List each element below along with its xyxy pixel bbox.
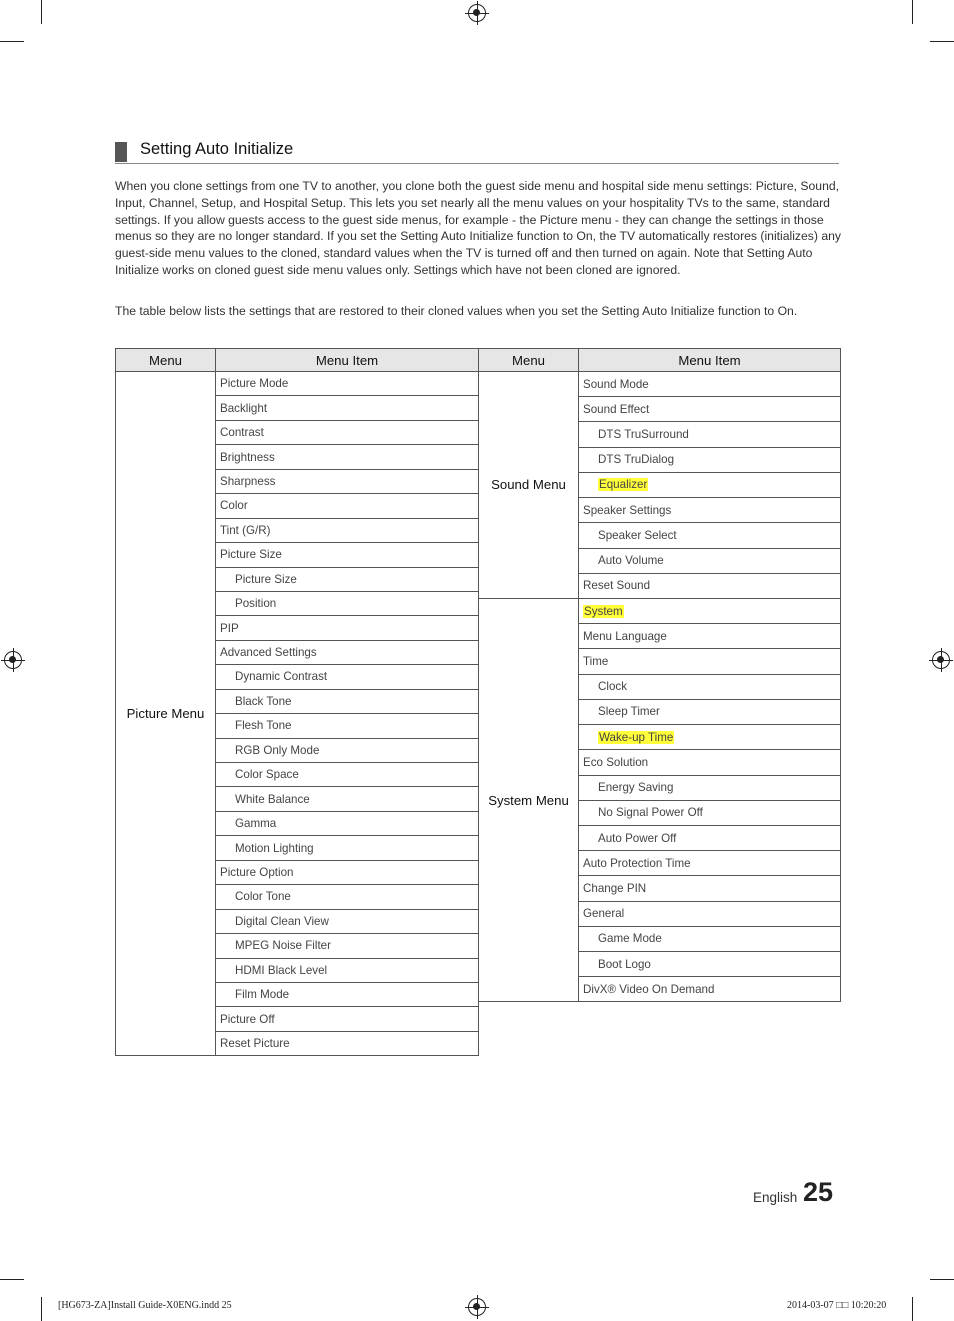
menu-item-label: Sound Mode: [583, 377, 649, 391]
menu-item-label: Speaker Settings: [583, 503, 672, 517]
crop-mark: [912, 0, 913, 24]
table-row: [479, 372, 841, 397]
menu-item-label: Menu Language: [583, 629, 667, 643]
highlighted-menu-item-label: System: [584, 604, 623, 618]
menu-column-header: Menu: [116, 349, 216, 372]
intro-paragraph: When you clone settings from one TV to another, you clone both the guest side menu and hospital side menu settings: Picture, Sound, Input, Channel, Setup, and Hospital Setup. This lets you set nearly all the menu values on your hospitality TVs to the same, standard settings. If you allow guests access to the guest side menus, for example - the Picture menu - they can change the settings in those menus so they are no longer standard. If you set the Setting Auto Initialize function to On, the TV automatically restores (initializes) any guest-side menu values to the cloned, standard values when the TV is turned off and then turned on again. Note that Setting Auto Initialize works on cloned guest side menu values only. Settings which have not been cloned are ignored.: [115, 179, 841, 277]
menu-item-cell: [216, 958, 479, 982]
registration-mark-icon: [468, 4, 486, 22]
footer-language: English: [753, 1190, 798, 1205]
crop-mark: [41, 0, 42, 24]
menu-name-cell: System Menu: [479, 598, 579, 1002]
menu-item-column-header: Menu Item: [579, 349, 841, 372]
menu-item-label: Digital Clean View: [235, 914, 329, 928]
menu-item-label: Flesh Tone: [235, 719, 292, 733]
menu-item-cell: [216, 372, 479, 396]
menu-item-label: PIP: [220, 621, 239, 635]
menu-item-cell: [579, 825, 841, 850]
menu-item-label: Speaker Select: [598, 528, 677, 542]
menu-item-column-header: Menu Item: [216, 349, 479, 372]
highlighted-menu-item-label: Equalizer: [599, 478, 648, 492]
sound-system-menu-rows: [479, 372, 841, 1002]
menu-item-label: Dynamic Contrast: [235, 670, 328, 684]
menu-item-cell: [579, 372, 841, 397]
section-title: Setting Auto Initialize: [140, 140, 294, 158]
table-row: [479, 598, 841, 623]
menu-item-label: Advanced Settings: [220, 646, 317, 660]
registration-mark-icon: [468, 1298, 486, 1316]
menu-item-cell: [216, 860, 479, 884]
crop-mark: [0, 41, 24, 42]
menu-item-label: DivX® Video On Demand: [583, 982, 715, 996]
menu-item-cell: [216, 909, 479, 933]
menu-item-cell: [216, 445, 479, 469]
menu-item-cell: [579, 926, 841, 951]
menu-item-cell: [216, 469, 479, 493]
menu-item-label: Clock: [598, 680, 627, 694]
menu-item-cell: [579, 775, 841, 800]
menu-item-label: Sharpness: [220, 474, 276, 488]
menu-item-label: Change PIN: [583, 881, 647, 895]
menu-item-label: Picture Off: [220, 1012, 275, 1026]
menu-item-cell: [579, 876, 841, 901]
menu-item-cell: [579, 523, 841, 548]
crop-mark: [912, 1297, 913, 1321]
menu-item-cell: [579, 800, 841, 825]
table-row: [116, 372, 479, 396]
menu-item-label: Backlight: [220, 401, 268, 415]
menu-item-label: Sound Effect: [583, 402, 650, 416]
menu-item-label: Film Mode: [235, 988, 290, 1002]
menu-item-cell: [216, 787, 479, 811]
menu-item-label: Auto Power Off: [598, 831, 677, 845]
menu-name-cell: Picture Menu: [116, 372, 216, 1056]
menu-item-cell: [216, 420, 479, 444]
menu-item-cell: [216, 982, 479, 1006]
menu-item-cell: [579, 977, 841, 1002]
menu-item-cell: [216, 1031, 479, 1055]
menu-item-label: Eco Solution: [583, 755, 649, 769]
menu-item-cell: [579, 624, 841, 649]
menu-item-label: Tint (G/R): [220, 523, 271, 537]
menu-item-label: Picture Size: [220, 548, 282, 562]
menu-item-label: Contrast: [220, 426, 264, 440]
menu-item-cell: [216, 543, 479, 567]
menu-item-label: General: [583, 907, 625, 921]
menu-item-cell: [216, 640, 479, 664]
menu-item-label: Sleep Timer: [598, 705, 660, 719]
highlighted-menu-item-label: Wake-up Time: [599, 730, 674, 744]
menu-item-cell: [579, 699, 841, 724]
menu-item-label: DTS TruDialog: [598, 453, 675, 467]
menu-item-cell: [579, 851, 841, 876]
menu-item-cell: [216, 396, 479, 420]
menu-item-cell: [216, 763, 479, 787]
menu-item-cell: [216, 1007, 479, 1031]
menu-item-cell: [579, 725, 841, 750]
section-heading: [115, 139, 839, 164]
menu-item-cell: [216, 494, 479, 518]
page-number: 25: [803, 1177, 834, 1207]
menu-item-cell: [579, 422, 841, 447]
menu-item-label: DTS TruSurround: [598, 428, 689, 442]
menu-item-label: Boot Logo: [598, 957, 651, 971]
menu-item-label: Reset Sound: [583, 579, 651, 593]
menu-column-header: Menu: [479, 349, 579, 372]
menu-item-cell: [579, 397, 841, 422]
menu-item-label: Picture Size: [235, 572, 297, 586]
menu-item-cell: [579, 472, 841, 497]
menu-item-cell: [216, 665, 479, 689]
menu-item-label: White Balance: [235, 792, 310, 806]
menu-item-cell: [216, 689, 479, 713]
menu-item-cell: [216, 518, 479, 542]
menu-item-label: RGB Only Mode: [235, 743, 320, 757]
menu-item-label: Color: [220, 499, 248, 513]
menu-item-cell: [216, 591, 479, 615]
menu-item-cell: [579, 674, 841, 699]
menu-item-cell: [579, 952, 841, 977]
menu-item-cell: [216, 885, 479, 909]
print-slug-date: 2014-03-07 □□ 10:20:20: [787, 1300, 887, 1311]
crop-mark: [930, 41, 954, 42]
sound-system-settings-table: [478, 348, 841, 1002]
menu-item-cell: [579, 649, 841, 674]
menu-item-cell: [216, 738, 479, 762]
menu-item-cell: [579, 750, 841, 775]
menu-item-label: Auto Protection Time: [583, 856, 691, 870]
heading-bar-icon: [115, 142, 127, 162]
crop-mark: [41, 1297, 42, 1321]
menu-item-label: Color Space: [235, 768, 299, 782]
menu-item-label: Black Tone: [235, 694, 292, 708]
menu-item-label: Picture Option: [220, 865, 294, 879]
print-slug-file: [HG673-ZA]Install Guide-X0ENG.indd 25: [58, 1300, 232, 1311]
menu-item-label: Motion Lighting: [235, 841, 314, 855]
menu-item-cell: [216, 836, 479, 860]
menu-item-label: Picture Mode: [220, 377, 289, 391]
menu-item-cell: [579, 573, 841, 598]
registration-mark-icon: [932, 651, 950, 669]
menu-item-label: Brightness: [220, 450, 275, 464]
menu-name-cell: Sound Menu: [479, 372, 579, 599]
menu-item-label: Time: [583, 655, 609, 669]
menu-item-cell: [579, 548, 841, 573]
menu-item-cell: [579, 598, 841, 623]
menu-item-label: HDMI Black Level: [235, 963, 328, 977]
menu-item-label: Color Tone: [235, 890, 291, 904]
crop-mark: [930, 1279, 954, 1280]
picture-menu-rows: [116, 372, 479, 1056]
menu-item-label: Game Mode: [598, 932, 662, 946]
menu-item-label: MPEG Noise Filter: [235, 939, 331, 953]
menu-item-cell: [216, 811, 479, 835]
crop-mark: [0, 1279, 24, 1280]
menu-item-cell: [579, 498, 841, 523]
menu-item-label: No Signal Power Off: [598, 806, 703, 820]
menu-item-label: Auto Volume: [598, 554, 664, 568]
menu-item-cell: [216, 934, 479, 958]
menu-item-cell: [579, 901, 841, 926]
menu-item-cell: [216, 567, 479, 591]
registration-mark-icon: [4, 651, 22, 669]
menu-item-cell: [579, 447, 841, 472]
menu-item-label: Gamma: [235, 817, 277, 831]
table-note-paragraph: The table below lists the settings that are restored to their cloned values when you set the Setting Auto Initialize function to On.: [115, 304, 798, 318]
menu-item-label: Reset Picture: [220, 1037, 290, 1051]
picture-settings-table: [115, 348, 479, 1056]
menu-item-label: Position: [235, 597, 277, 611]
menu-item-label: Energy Saving: [598, 781, 674, 795]
menu-item-cell: [216, 616, 479, 640]
menu-item-cell: [216, 714, 479, 738]
